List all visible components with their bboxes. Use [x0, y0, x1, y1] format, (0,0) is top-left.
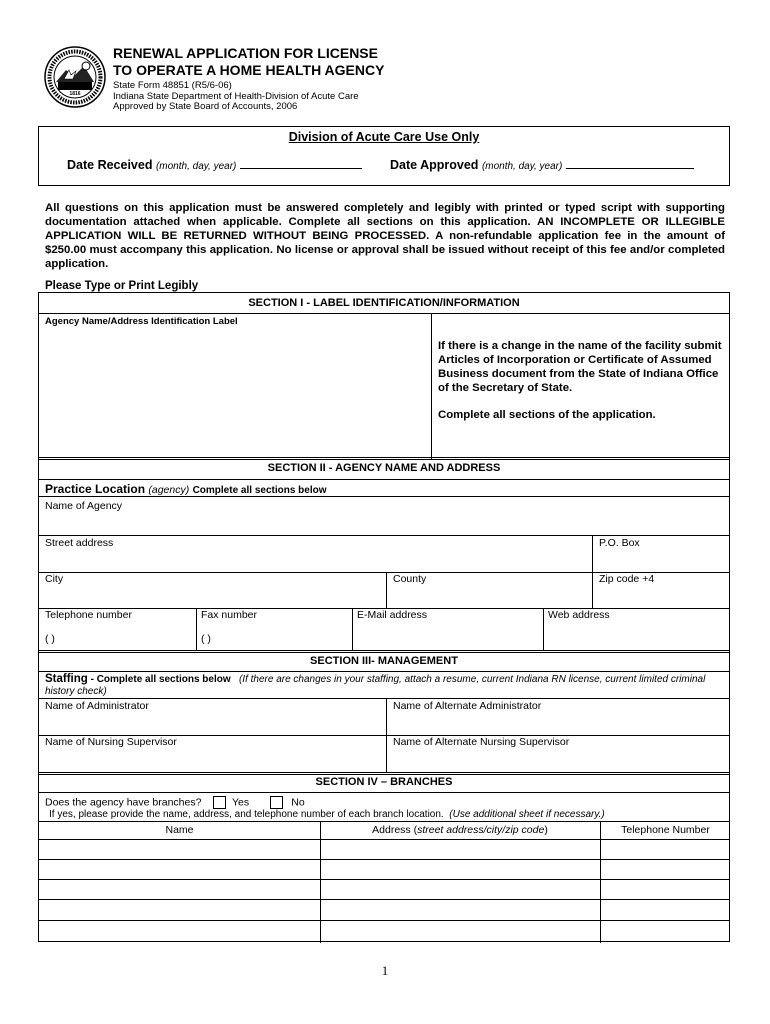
date-received-hint: (month, day, year) [155, 161, 237, 172]
agency-name-field[interactable]: Name of Agency [45, 500, 123, 512]
practice-location-heading [45, 482, 327, 496]
county-field[interactable]: County [393, 573, 427, 585]
column-address: Address (street address/city/zip code) [372, 824, 548, 836]
office-use-box [38, 126, 730, 186]
application-form [38, 292, 730, 942]
fax-field[interactable]: Fax number [201, 609, 258, 621]
telephone-area-code: ( ) [45, 633, 55, 645]
complete-all-note: Complete all sections of the application. [438, 409, 656, 421]
column-telephone: Telephone Number [621, 824, 710, 836]
branches-instruction-text: If yes, please provide the name, address, and telephone number of each branch location. [49, 809, 444, 820]
section-2-title: SECTION II - AGENCY NAME AND ADDRESS [267, 462, 501, 474]
section-1-title: SECTION I - LABEL IDENTIFICATION/INFORMATION [248, 297, 520, 309]
street-address-field[interactable]: Street address [45, 537, 114, 549]
office-use-title: Division of Acute Care Use Only [288, 130, 480, 144]
title-line-2: TO OPERATE A HOME HEALTH AGENCY [113, 62, 385, 78]
instructions: All questions on this application must be answered completely and legibly with printed or typed script with supporting documentation attached when applicable. Complete all sections on this application. AN INCOMPLETE OR ILLEGIBLE APPLICATION WILL BE RETURNED WITHOUT BEING PROCESSED. A non-refundable application fee in the amount of $250.00 must accompany this application. No license or approval shall be issued without receipt of this fee and/or completed application. [45, 202, 725, 270]
staffing-label: Staffing [45, 673, 88, 685]
branch-row[interactable] [39, 921, 731, 941]
form-number: State Form 48851 (R5/6-06) [113, 80, 232, 91]
web-address-field[interactable]: Web address [548, 609, 610, 621]
date-received-line[interactable] [240, 158, 362, 169]
section-4-title: SECTION IV – BRANCHES [315, 776, 453, 788]
zip-code-field[interactable]: Zip code +4 [599, 573, 655, 585]
branch-row[interactable] [39, 880, 731, 899]
branches-instruction-hint: (Use additional sheet if necessary.) [449, 809, 605, 820]
label-box-caption: Agency Name/Address Identification Label [45, 316, 238, 327]
alternate-nursing-supervisor-field[interactable]: Name of Alternate Nursing Supervisor [393, 736, 570, 748]
nursing-supervisor-field[interactable]: Name of Nursing Supervisor [45, 736, 177, 748]
form-meta [113, 81, 359, 113]
date-received-field[interactable] [67, 158, 362, 172]
practice-location-note: Complete all sections below [192, 485, 327, 496]
type-print-note: Please Type or Print Legibly [45, 280, 199, 292]
branch-row[interactable] [39, 840, 731, 859]
administrator-field[interactable]: Name of Administrator [45, 700, 149, 712]
svg-text:1816: 1816 [69, 91, 81, 97]
city-field[interactable]: City [45, 573, 64, 585]
date-approved-label: Date Approved [390, 158, 479, 172]
email-field[interactable]: E-Mail address [357, 609, 428, 621]
branches-no-checkbox[interactable] [270, 796, 283, 809]
branches-yes-checkbox[interactable] [213, 796, 226, 809]
telephone-field[interactable]: Telephone number [45, 609, 132, 621]
label-area[interactable] [39, 314, 431, 458]
name-change-note: If there is a change in the name of the facility submit Articles of Incorporation or Certificate of Assumed Business document from the State of Indiana Office of the Secretary of State. [438, 340, 722, 394]
staffing-hint: (If there are changes in your staffing, attach a resume, current Indiana RN license, current limited criminal history check) [45, 674, 706, 697]
section-3-title: SECTION III- MANAGEMENT [310, 655, 458, 667]
form-title [113, 45, 384, 79]
branch-row[interactable] [39, 860, 731, 879]
date-approved-field[interactable] [390, 158, 694, 172]
po-box-field[interactable]: P.O. Box [599, 537, 640, 549]
date-approved-line[interactable] [566, 158, 694, 169]
approval-note: Approved by State Board of Accounts, 2006 [113, 101, 298, 112]
branches-no-label: No [291, 796, 305, 809]
fax-area-code: ( ) [201, 633, 211, 645]
date-received-label: Date Received [67, 158, 153, 172]
branches-question [45, 796, 305, 809]
alternate-administrator-field[interactable]: Name of Alternate Administrator [393, 700, 542, 712]
column-name: Name [165, 824, 194, 836]
date-approved-hint: (month, day, year) [481, 161, 563, 172]
branch-row[interactable] [39, 900, 731, 920]
department-name: Indiana State Department of Health-Division of Acute Care [113, 90, 359, 102]
title-line-1: RENEWAL APPLICATION FOR LICENSE [113, 45, 378, 61]
staffing-heading [45, 673, 725, 698]
practice-location-label: Practice Location [45, 482, 146, 496]
section-1-note [438, 339, 723, 422]
practice-location-hint: (agency) [148, 484, 190, 496]
branches-instruction [49, 809, 605, 820]
page-number: 1 [381, 963, 389, 978]
branches-question-text: Does the agency have branches? [45, 796, 202, 809]
branches-yes-label: Yes [231, 796, 250, 809]
state-seal-logo [44, 46, 106, 108]
staffing-note: - Complete all sections below [90, 674, 231, 685]
